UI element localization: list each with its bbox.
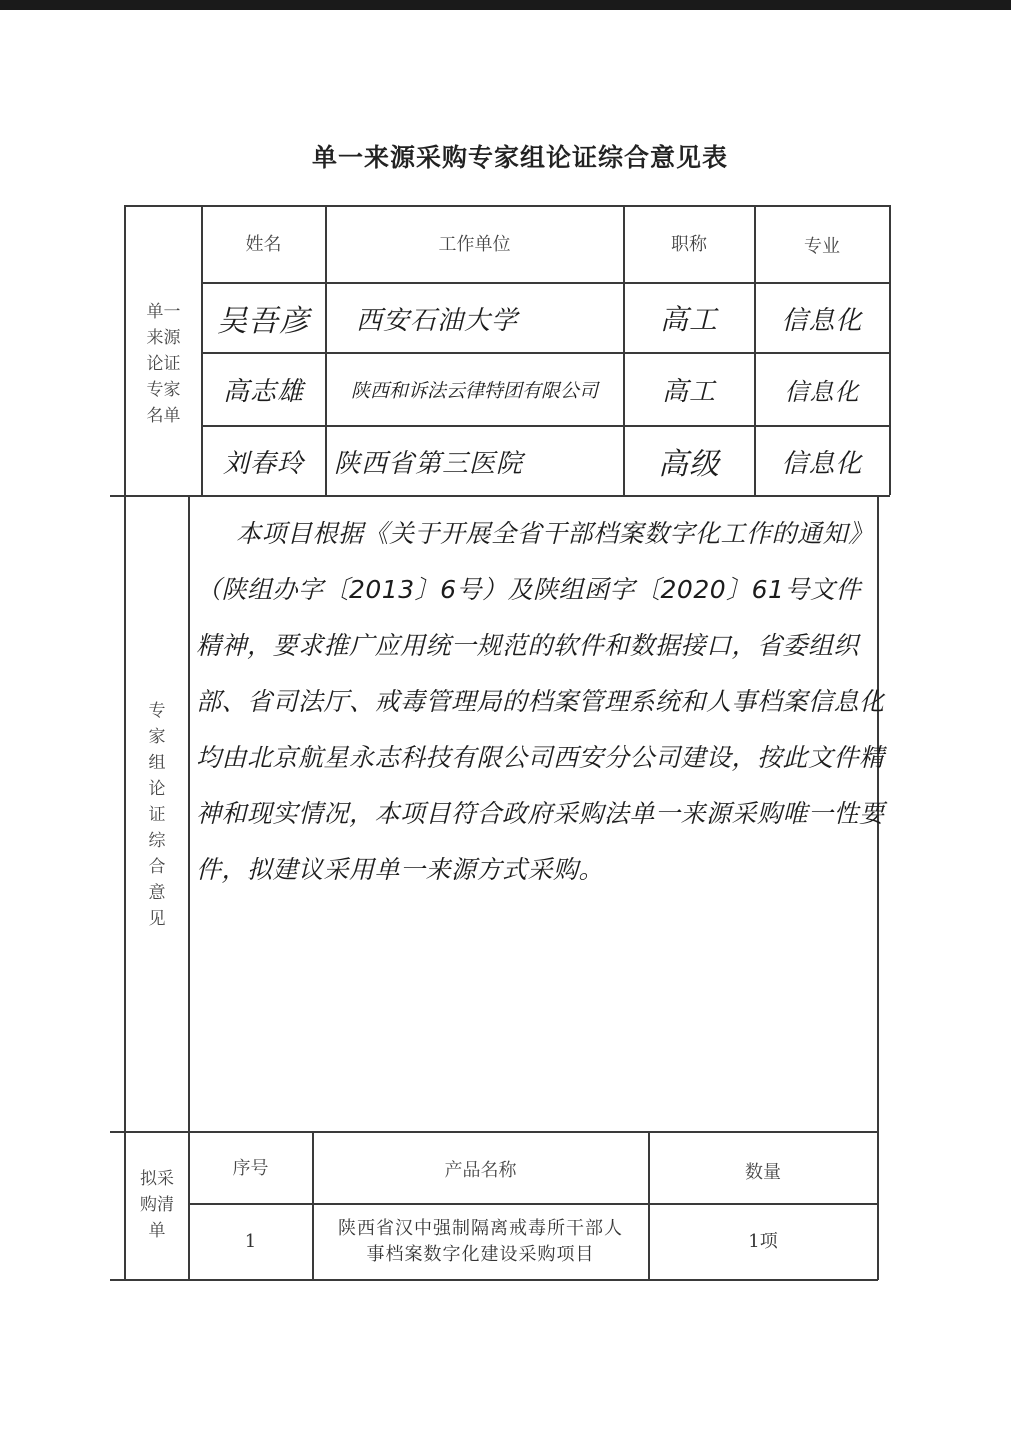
table-border-bottom (110, 1279, 878, 1281)
expert-work-unit: 西安石油大学 (356, 305, 519, 336)
expert-title: 高级 (658, 447, 720, 482)
header-major: 专业 (804, 236, 840, 257)
expert-title: 高工 (661, 377, 716, 407)
purchase-quantity: 1项 (748, 1231, 778, 1252)
header-serial-no: 序号 (232, 1158, 269, 1179)
expert-major: 信息化 (781, 305, 863, 336)
header-work-unit: 工作单位 (438, 234, 511, 255)
document-title: 单一来源采购专家组论证综合意见表 (311, 143, 728, 172)
opinion-section-label: 专家组论证综合意见 (148, 701, 166, 929)
purchase-serial-no: 1 (244, 1231, 257, 1252)
purchase-section-label: 拟采购清单 (140, 1169, 174, 1241)
header-name: 姓名 (245, 234, 282, 255)
expert-major: 信息化 (781, 448, 863, 479)
expert-major: 信息化 (784, 378, 860, 406)
table-border-right (889, 205, 891, 495)
opinion-label-divider (188, 495, 190, 1131)
header-title: 职称 (671, 234, 707, 255)
top-border-bar (0, 0, 1011, 10)
expert-title: 高工 (659, 303, 718, 336)
purchase-product-name (313, 1205, 648, 1279)
purchase-product-name-line2: 事档案数字化建设采购项目 (366, 1244, 595, 1265)
section-divider-1 (110, 495, 890, 497)
table-border-top (125, 205, 891, 207)
experts-section-label: 单一来源论证专家名单 (146, 302, 181, 426)
expert-name: 刘春玲 (222, 448, 304, 479)
opinion-text: 本项目根据《关于开展全省干部档案数字化工作的通知》（陕组办字〔2013〕6号）及陕组函字〔2020〕61号文件精神，要求推广应用统一规范的软件和数据接口，省委组织部、省司法厅、戒毒管理局的档案管理系统和人事档案信息化均由北京航星永志科技有限公司西安分公司建设，按此文件精神和现实情况，本项目符合政府采购法单一来源采购唯一性要件，拟建议采用单一来源方式采购。 (196, 519, 885, 884)
purchase-product-name-line1: 陕西省汉中强制隔离戒毒所干部人 (338, 1218, 623, 1239)
expert-name: 高志雄 (222, 377, 304, 407)
header-quantity: 数量 (745, 1162, 781, 1183)
expert-work-unit: 陕西省第三医院 (334, 448, 524, 479)
expert-work-unit: 陕西和诉法云律特团有限公司 (350, 380, 598, 402)
section-divider-2 (110, 1131, 878, 1133)
header-product-name: 产品名称 (444, 1160, 517, 1181)
expert-name: 吴吾彦 (217, 304, 310, 339)
